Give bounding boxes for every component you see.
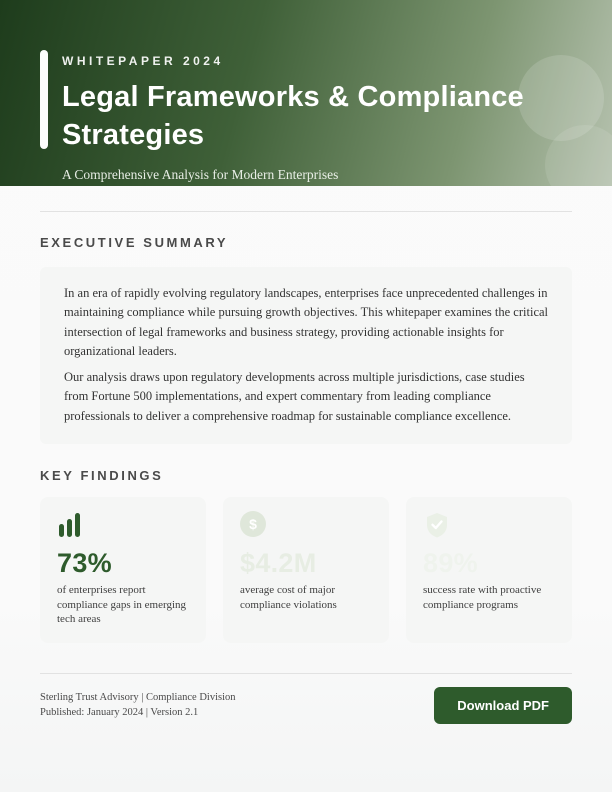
summary-paragraph: In an era of rapidly evolving regulatory landscapes, enterprises face unprecedented challenges in maintaining compliance while pursuing growth objectives. This whitepaper examines the critical intersection of legal frameworks and business strategy, providing actionable insights for organizational leaders. — [64, 286, 549, 358]
dollar-glyph: $ — [249, 516, 257, 533]
footer-divider — [40, 673, 572, 674]
executive-summary-heading: EXECUTIVE SUMMARY — [40, 235, 229, 250]
key-findings-cards — [40, 497, 572, 643]
finding-card-violation-cost — [223, 497, 389, 643]
finding-card-compliance-gaps — [40, 497, 206, 643]
dollar-circle-icon — [240, 511, 373, 539]
executive-summary-box — [40, 267, 572, 444]
title-accent-bar — [40, 50, 48, 149]
summary-paragraph: Our analysis draws upon regulatory developments across multiple jurisdictions, case studies from Fortune 500 implementations, and expert commentary from leading compliance professionals to deliver a comprehensive roadmap for sustainable compliance excellence. — [64, 370, 525, 423]
page-subtitle: A Comprehensive Analysis for Modern Enterprises — [62, 167, 339, 182]
bar-chart-icon — [57, 511, 190, 539]
footer-meta-block — [40, 690, 236, 720]
eyebrow-label: WHITEPAPER 2024 — [62, 54, 224, 68]
download-pdf-button[interactable]: Download PDF — [434, 687, 572, 724]
key-findings-heading: KEY FINDINGS — [40, 468, 164, 484]
header-text-block — [62, 54, 567, 183]
cover-header — [0, 0, 612, 186]
page-footer — [40, 687, 572, 724]
section-divider — [40, 211, 572, 212]
footer-published-line: Published: January 2024 | Version 2.1 — [40, 707, 199, 719]
finding-card-success-rate — [406, 497, 572, 643]
stat-value: $4.2M — [240, 548, 317, 579]
page-title: Legal Frameworks & Compliance Strategies — [62, 81, 524, 151]
stat-value: 73% — [57, 548, 112, 579]
footer-org-line: Sterling Trust Advisory | Compliance Division — [40, 692, 236, 704]
page-content — [0, 211, 612, 724]
stat-value: 89% — [423, 548, 478, 579]
shield-check-icon — [423, 511, 556, 539]
stat-caption: average cost of major compliance violations — [240, 584, 337, 611]
stat-caption: success rate with proactive compliance programs — [423, 584, 542, 611]
stat-caption: of enterprises report compliance gaps in emerging tech areas — [57, 584, 187, 626]
